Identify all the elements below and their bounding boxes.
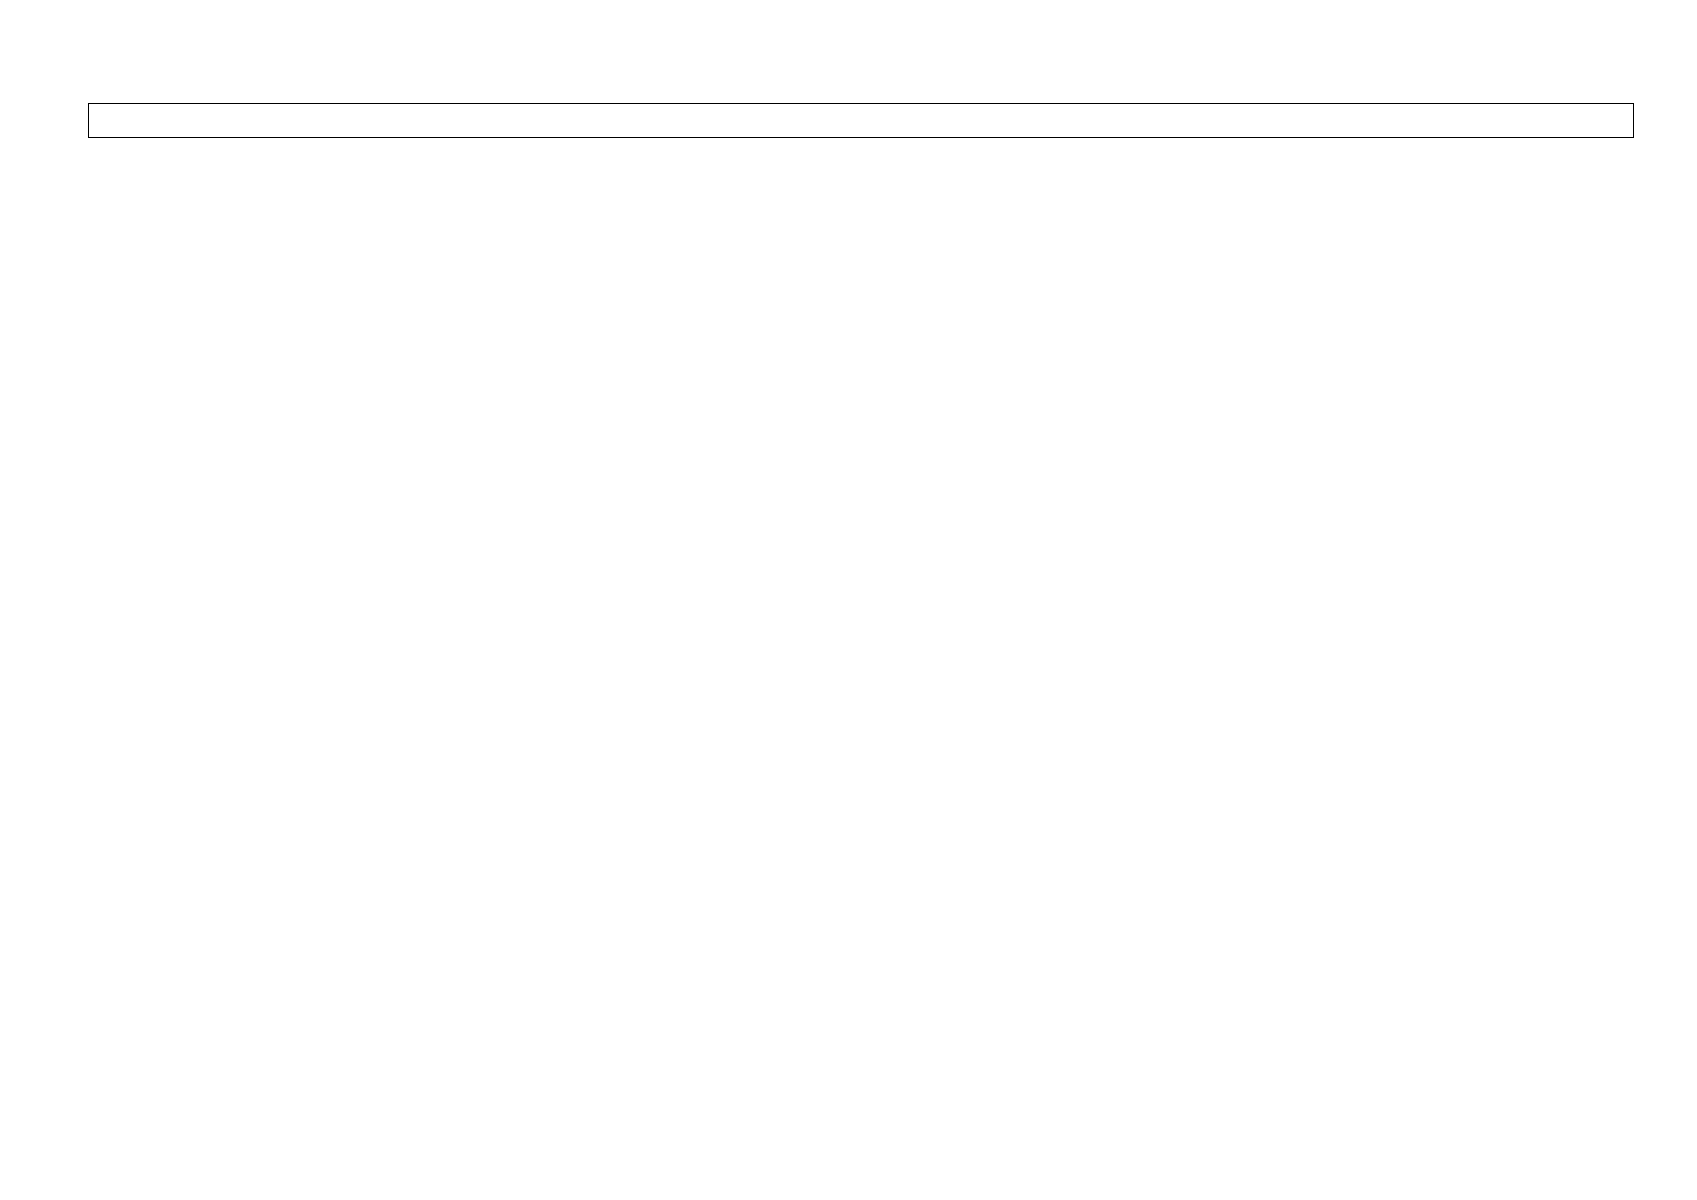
section-title [89, 104, 1634, 138]
events-table [88, 103, 1634, 138]
section-row [89, 104, 1634, 138]
